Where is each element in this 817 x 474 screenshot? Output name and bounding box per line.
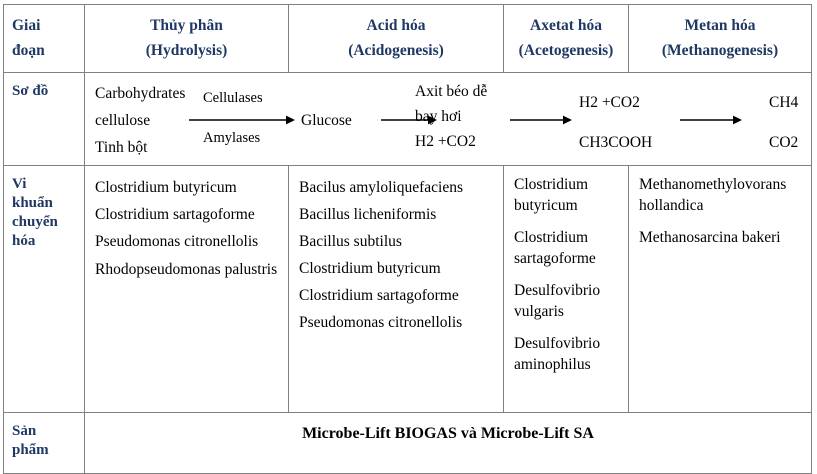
row-label-diagram-text: Sơ đồ bbox=[12, 83, 49, 99]
list-item: Bacillus licheniformis bbox=[299, 206, 437, 223]
row-label-bacteria-line1: Vi bbox=[12, 176, 27, 192]
list-item: Bacilus amyloliquefaciens bbox=[299, 179, 463, 196]
anaerobic-digestion-table bbox=[3, 4, 812, 474]
header-cell-acetogenesis bbox=[504, 5, 629, 73]
diagram-cell bbox=[85, 73, 812, 166]
header-methanogenesis-en: (Methanogenesis) bbox=[661, 42, 779, 59]
diagram-vfa-line2: bay hơi bbox=[415, 108, 462, 125]
diagram-acetate-bottom: CH3COOH bbox=[579, 134, 653, 151]
diagram-glucose: Glucose bbox=[301, 112, 352, 129]
bacteria-list-acidogenesis bbox=[289, 166, 504, 413]
header-stage-line2: đoạn bbox=[12, 42, 45, 59]
row-label-product-line1: Sản bbox=[12, 423, 37, 439]
diagram-enzyme-amylases: Amylases bbox=[203, 130, 261, 146]
bacteria-list-methanogenesis bbox=[629, 166, 812, 413]
row-label-bacteria-line3: chuyển bbox=[12, 214, 58, 230]
list-item: Pseudomonas citronellolis bbox=[95, 233, 259, 250]
header-methanogenesis-vi: Metan hóa bbox=[684, 17, 756, 34]
header-acidogenesis-en: (Acidogenesis) bbox=[348, 42, 444, 59]
header-acetogenesis-en: (Acetogenesis) bbox=[518, 42, 614, 59]
diagram-acetate-top: H2 +CO2 bbox=[579, 94, 640, 111]
header-acetogenesis-vi: Axetat hóa bbox=[530, 17, 602, 34]
row-label-bacteria-line4: hóa bbox=[12, 233, 36, 249]
diagram-substrate-3: Tinh bột bbox=[95, 139, 148, 156]
header-acidogenesis-vi: Acid hóa bbox=[366, 17, 426, 34]
row-label-product bbox=[4, 413, 85, 474]
bacteria-list-hydrolysis bbox=[85, 166, 289, 413]
table-bacteria-row bbox=[4, 166, 812, 413]
table-header-row bbox=[4, 5, 812, 73]
right-arrow-icon bbox=[680, 115, 742, 125]
list-item: Clostridium sartagoforme bbox=[95, 206, 255, 223]
list-item: Clostridium butyricum bbox=[95, 179, 237, 196]
list-item: Clostridium butyricum bbox=[299, 260, 441, 277]
list-item: Pseudomonas citronellolis bbox=[299, 314, 463, 331]
table-diagram-row bbox=[4, 73, 812, 166]
right-arrow-icon bbox=[510, 115, 572, 125]
table-product-row bbox=[4, 413, 812, 474]
row-label-bacteria-line2: khuẩn bbox=[12, 195, 53, 211]
diagram-methane-top: CH4 bbox=[769, 94, 799, 111]
list-item: Methanosarcina bakeri bbox=[639, 229, 781, 246]
row-label-bacteria bbox=[4, 166, 85, 413]
header-cell-hydrolysis bbox=[85, 5, 289, 73]
row-label-product-line2: phẩm bbox=[12, 442, 49, 458]
bacteria-list-acetogenesis bbox=[504, 166, 629, 413]
diagram-vfa-line1: Axit béo dễ bbox=[415, 83, 488, 100]
list-item: Rhodopseudomonas palustris bbox=[95, 261, 278, 278]
diagram-methane-bottom: CO2 bbox=[769, 134, 799, 151]
list-item: Clostridium sartagoforme bbox=[514, 229, 596, 267]
header-cell-methanogenesis bbox=[629, 5, 812, 73]
list-item: Desulfovibrio vulgaris bbox=[514, 282, 601, 320]
diagram-substrate-2: cellulose bbox=[95, 112, 151, 129]
header-hydrolysis-vi: Thủy phân bbox=[150, 17, 223, 34]
list-item: Clostridium butyricum bbox=[514, 176, 589, 214]
diagram-vfa-line3: H2 +CO2 bbox=[415, 133, 476, 150]
right-arrow-icon bbox=[189, 115, 295, 125]
process-flow-diagram bbox=[85, 73, 811, 165]
list-item: Desulfovibrio aminophilus bbox=[514, 335, 601, 373]
header-cell-acidogenesis bbox=[289, 5, 504, 73]
list-item: Clostridium sartagoforme bbox=[299, 287, 459, 304]
list-item: Bacillus subtilus bbox=[299, 233, 402, 250]
diagram-enzyme-cellulases: Cellulases bbox=[203, 90, 263, 106]
product-value: Microbe-Lift BIOGAS và Microbe-Lift SA bbox=[85, 413, 812, 474]
header-cell-stage bbox=[4, 5, 85, 73]
header-hydrolysis-en: (Hydrolysis) bbox=[145, 42, 228, 59]
row-label-diagram bbox=[4, 73, 85, 166]
list-item: Methanomethylovorans hollandica bbox=[639, 176, 787, 214]
diagram-substrate-1: Carbohydrates bbox=[95, 85, 186, 102]
header-stage-line1: Giai bbox=[12, 17, 41, 34]
